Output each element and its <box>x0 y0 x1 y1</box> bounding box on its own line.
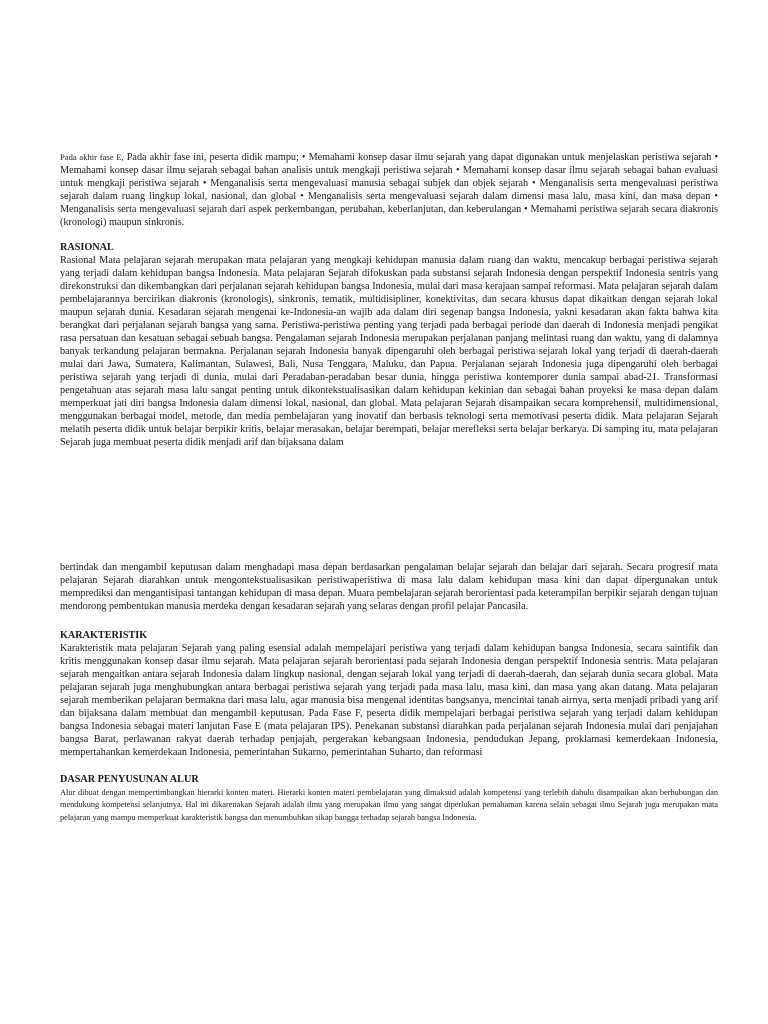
intro-text: Pada akhir fase ini, peserta didik mampu; • Memahami konsep dasar ilmu sejarah yang dapat digunakan untuk menjelaskan peristiwa sejarah • Memahami konsep dasar ilmu sejarah sebagai bahan analisis untuk mengkaji peristiwa sejarah • Memahami konsep dasar ilmu sejarah sebagai bahan evaluasi untuk mengkaji peristiwa sejarah • Menganalisis serta mengevaluasi manusia sebagai subjek dan objek sejarah • Menganalisis serta mengevaluasi peristiwa sejarah dalam ruang lingkup lokal, nasional, dan global • Menganalisis serta mengevaluasi sejarah dalam dimensi masa lalu, masa kini, dan masa depan • Menganalisis serta mengevaluasi sejarah dari aspek perkembangan, perubahan, keberlanjutan, dan keberulangan • Memahami peristiwa sejarah secara diakronis (kronologi) maupun sinkronis. <box>60 152 719 228</box>
dasar-penyusunan-paragraph: Alur dibuat dengan mempertimbangkan hierarki konten materi. Hierarki konten materi pembelajaran yang dimaksud adalah kompetensi yang terlebih dahulu disampaikan akan berhubungan dan mendukung kompetensi selanjutnya. Hal ini dikarenakan Sejarah adalah ilmu yang merupakan ilmu yang sangat diperlukan pemahaman karena selain sebagai ilmu Sejarah juga merupakan mata pelajaran yang mampu memperkuat karakteristik bangsa dan menumbuhkan sikap bangga terhadap sejarah bangsa Indonesia. <box>60 788 718 822</box>
intro-paragraph <box>60 151 718 229</box>
rasional-paragraph-part2: bertindak dan mengambil keputusan dalam menghadapi masa depan berdasarkan pengalaman belajar sejarah dan belajar dari sejarah. Secara progresif mata pelajaran Sejarah diarahkan untuk mengontekstualisasikan peristiwaperistiwa di masa lalu dalam kehidupan masa kini dan dapat dipergunakan untuk memprediksi dan mengantisipasi tantangan kehidupan di masa depan. Muara pembelajaran sejarah berorientasi pada keterampilan berpikir sejarah dengan tujuan mendorong pembentukan manusia merdeka dengan kesadaran sejarah yang selaras dengan profil pelajar Pancasila. <box>60 562 718 612</box>
rasional-heading: RASIONAL <box>60 242 114 253</box>
dasar-penyusunan-heading: DASAR PENYUSUNAN ALUR <box>60 774 199 785</box>
karakteristik-heading: KARAKTERISTIK <box>60 630 148 641</box>
karakteristik-paragraph: Karakteristik mata pelajaran Sejarah yang paling esensial adalah mempelajari peristiwa yang terjadi dalam kehidupan bangsa Indonesia, secara saintifik dan kritis menggunakan konsep dasar ilmu sejarah. Mata pelajaran sejarah berorientasi pada sejarah Indonesia dengan perspektif Indonesia sentris. Mata pelajaran sejarah mengaitkan antara sejarah Indonesia dalam lingkup nasional, dengan sejarah lokal yang terjadi di daerah-daerah, dan sejarah dunia secara global. Mata pelajaran sejarah juga menghubungkan antara berbagai peristiwa sejarah yang terjadi pada masa lalu, masa kini, dan masa yang akan datang. Mata pelajaran sejarah memberikan pelajaran bermakna dari masa lalu, agar manusia bisa mengenal identitas bangsanya, mencintai tanah airnya, serta menjadi pribadi yang arif dan bijaksana dalam membuat dan mengambil keputusan. Pada Fase F, peserta didik mempelajari berbagai peristiwa sejarah yang terjadi dalam kehidupan bangsa Indonesia sebagai materi lanjutan Fase E (mata pelajaran IPS). Penekanan substansi diarahkan pada perjalanan sejarah Indonesia mulai dari penjajahan bangsa Barat, perlawanan rakyat daerah terhadap penjajah, pergerakan kebangsaan Indonesia, pendudukan Jepang, proklamasi kemerdekaan Indonesia, mempertahankan kemerdekaan Indonesia, pemerintahan Sukarno, pemerintahan Suharto, dan reformasi <box>60 643 718 758</box>
rasional-paragraph-part1: Rasional Mata pelajaran sejarah merupakan mata pelajaran yang mengkaji kehidupan manusia dalam ruang dan waktu, mencakup berbagai peristiwa sejarah yang terjadi dalam kehidupan bangsa Indonesia. Mata pelajaran Sejarah difokuskan pada substansi sejarah Indonesia dengan perspektif Indonesia sentris yang direkonstruksi dan dikembangkan dari perjalanan sejarah kehidupan bangsa Indonesia, mulai dari masa kerajaan sampai reformasi. Mata pelajaran sejarah dalam pembelajarannya bercirikan diakronis (kronologis), sinkronis, tematik, multidisipliner, konektivitas, dan secara khusus dapat dikaitkan dengan sejarah lokal maupun sejarah dunia. Kesadaran sejarah mengenai ke-Indonesia-an wajib ada dalam diri segenap bangsa Indonesia, yakni kesadaran akan fakta bahwa kita berangkat dari perjalanan sejarah bangsa yang sama. Peristiwa-peristiwa penting yang terjadi pada berbagai periode dan daerah di Indonesia menjadi pengikat rasa persatuan dan kesatuan sebagai sebuah bangsa. Pengalaman sejarah Indonesia merupakan perjalanan panjang melintasi ruang dan waktu, yang di dalamnya banyak terkandung pelajaran bermakna. Perjalanan sejarah Indonesia banyak dipengaruhi oleh berbagai peristiwa sejarah lokal yang terjadi di daerah-daerah mulai dari Jawa, Sumatera, Kalimantan, Sulawesi, Bali, Nusa Tenggara, Maluku, dan Papua. Perjalanan sejarah Indonesia juga dipengaruhi oleh berbagai peristiwa sejarah yang terjadi di dunia, mulai dari Peradaban-peradaban besar dunia, hingga peristiwa kontemporer dunia sampai abad-21. Transformasi pengetahuan atas sejarah masa lalu sangat penting untuk dikontekstualisasikan dalam kehidupan kekinian dan sebagai bahan proyeksi ke masa depan dalam memperkuat jati diri bangsa Indonesia dalam dimensi lokal, nasional, dan global. Mata pelajaran Sejarah disampaikan secara komprehensif, multidimensional, menggunakan berbagai model, metode, dan media pembelajaran yang inovatif dan berbasis teknologi serta memotivasi peserta didik. Mata pelajaran Sejarah melatih peserta didik untuk belajar berpikir kritis, belajar merasakan, belajar berempati, belajar merefleksi serta belajar berkarya. Di samping itu, mata pelajaran Sejarah juga membuat peserta didik menjadi arif dan bijaksana dalam <box>60 255 718 448</box>
intro-lead: Pada akhir fase E, <box>60 152 124 162</box>
